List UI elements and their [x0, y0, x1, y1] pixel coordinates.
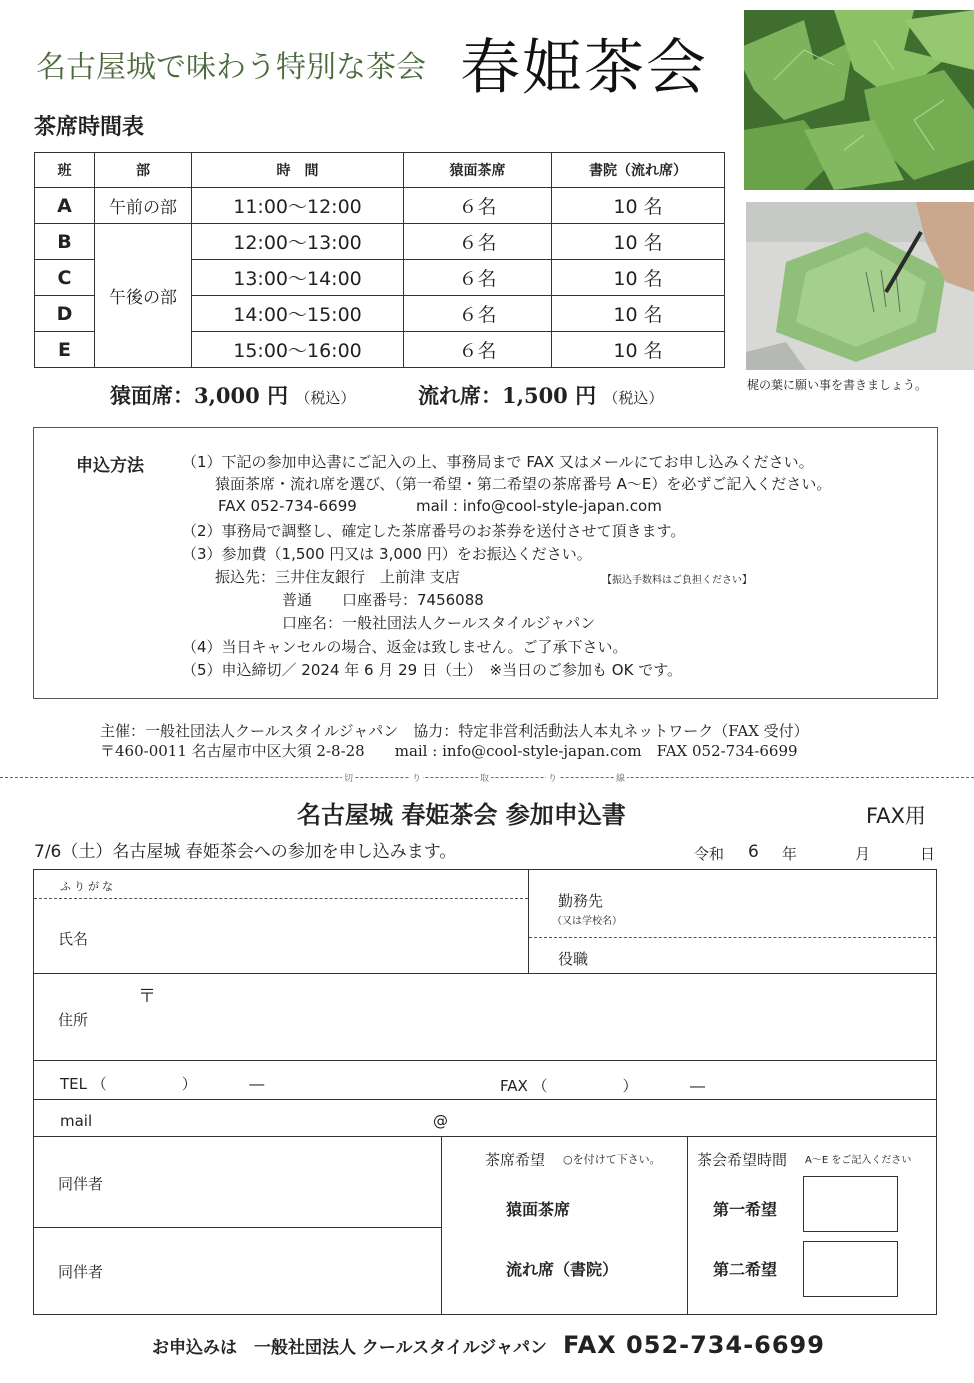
second-choice-box[interactable] — [803, 1241, 898, 1297]
form-divider — [34, 1136, 937, 1137]
saru-cell: ６名 — [404, 188, 552, 224]
leaves-photo-graphic — [744, 10, 974, 190]
furigana-label: ふりがな — [60, 880, 116, 893]
team-cell: B — [35, 224, 95, 260]
date-era: 令和 — [694, 845, 725, 863]
price-nagare-tax: （税込） — [603, 389, 664, 407]
apply-line-6: （5）申込締切／ 2024 年 6 月 29 日（土） ※当日のご参加も OK です。 — [182, 661, 683, 679]
time-pref-note: A〜E をご記入ください — [805, 1155, 912, 1166]
timetable — [34, 152, 725, 368]
apply-account-name: 口座名：一般社団法人クールスタイルジャパン — [282, 614, 596, 632]
shoin-cell: 10 名 — [552, 188, 725, 224]
timetable-heading: 茶席時間表 — [34, 115, 145, 140]
apply-fee-note — [602, 569, 752, 587]
date-month[interactable]: 月 — [855, 845, 871, 863]
companion-1-label: 同伴者 — [58, 1175, 104, 1193]
leaves-photo — [744, 10, 974, 190]
organizer-line-1: 主催：一般社団法人クールスタイルジャパン 協力：特定非営利活動法人本丸ネットワーク（FAX 受付） — [100, 722, 809, 740]
cut-line-char: 切 — [342, 771, 355, 784]
workplace-divider — [529, 937, 936, 938]
form-title: 名古屋城 春姫茶会 参加申込書 — [297, 801, 626, 829]
date-year: 年 — [782, 845, 798, 863]
date-day[interactable]: 日 — [920, 845, 936, 863]
team-cell: A — [35, 188, 95, 224]
event-title: 春姫茶会 — [460, 33, 708, 103]
first-choice-label: 第一希望 — [713, 1200, 778, 1219]
name-label: 氏名 — [58, 930, 89, 948]
organizer-line-2: 〒460-0011 名古屋市中区大須 2-8-28 mail : info@cool-style-japan.com FAX 052-734-6699 — [100, 742, 798, 760]
price-line — [110, 380, 663, 410]
apply-line-2: 猿面茶席・流れ席を選び、（第一希望・第二希望の茶席番号 A〜E）を必ずご記入ください。 — [215, 475, 832, 493]
form-divider — [528, 870, 529, 973]
address-label: 住所 — [58, 1011, 89, 1029]
apply-fax: FAX 052‐734‐6699 — [218, 497, 357, 515]
apply-account-number: 普通 口座番号：7456088 — [282, 591, 484, 609]
footer-text: お申込みは 一般社団法人 クールスタイルジャパン — [152, 1338, 547, 1358]
timetable-header-row — [35, 153, 725, 188]
companion-2-label: 同伴者 — [58, 1263, 104, 1281]
table-row — [35, 224, 725, 260]
cut-line-char: 線 — [614, 771, 627, 784]
seat-option-nagare[interactable]: 流れ席（書院） — [506, 1260, 619, 1279]
time-cell: 15:00〜16:00 — [192, 332, 404, 368]
time-cell: 13:00〜14:00 — [192, 260, 404, 296]
footer-fax: FAX 052-734-6699 — [562, 1331, 825, 1359]
shoin-cell: 10 名 — [552, 260, 725, 296]
workplace-label: 勤務先 — [558, 892, 604, 910]
date-year-value[interactable]: 6 — [748, 842, 759, 862]
companion-divider — [34, 1227, 441, 1228]
cut-line-char: り — [410, 771, 423, 784]
col-shoin: 書院（流れ席） — [552, 153, 725, 188]
apply-line-5: （4）当日キャンセルの場合、返金は致しません。ご了承下さい。 — [182, 638, 628, 656]
seat-option-saru[interactable]: 猿面茶席 — [506, 1200, 571, 1219]
col-saru: 猿面茶席 — [404, 153, 552, 188]
seat-pref-label: 茶席希望 — [485, 1151, 546, 1169]
apply-line-1: （1）下記の参加申込書にご記入の上、事務局まで FAX 又はメールにてお申し込みください。 — [182, 453, 814, 471]
postal-mark: 〒 — [138, 986, 156, 1007]
fax-use-label: FAX用 — [866, 804, 926, 828]
price-saru-tax: （税込） — [295, 389, 356, 407]
second-choice-label: 第二希望 — [713, 1260, 778, 1279]
event-subtitle: 名古屋城で味わう特別な茶会 — [36, 50, 426, 85]
apply-mail[interactable]: mail : info@cool-style-japan.com — [416, 497, 662, 515]
form-divider — [34, 1060, 937, 1061]
col-team: 班 — [35, 153, 95, 188]
price-saru: 猿面席：3,000 円 — [110, 383, 289, 408]
fax-field[interactable]: FAX （ ） ― — [500, 1077, 706, 1095]
shoin-cell: 10 名 — [552, 332, 725, 368]
form-divider — [441, 1137, 442, 1314]
shoin-cell: 10 名 — [552, 224, 725, 260]
saru-cell: ６名 — [404, 260, 552, 296]
saru-cell: ６名 — [404, 332, 552, 368]
seat-pref-note: ○を付けて下さい。 — [563, 1153, 661, 1166]
part-cell: 午前の部 — [95, 188, 192, 224]
apply-line-4: （3）参加費（1,500 円又は 3,000 円）をお振込ください。 — [182, 545, 592, 563]
col-part: 部 — [95, 153, 192, 188]
cut-line-char: 取 — [478, 771, 491, 784]
apply-bank: 振込先：三井住友銀行 上前津 支店 — [215, 568, 460, 586]
footer — [152, 1331, 825, 1359]
position-label: 役職 — [558, 950, 589, 968]
time-pref-label: 茶会希望時間 — [697, 1151, 788, 1169]
table-row — [35, 188, 725, 224]
furigana-divider — [34, 898, 528, 899]
team-cell: E — [35, 332, 95, 368]
price-nagare: 流れ席：1,500 円 — [418, 383, 597, 408]
form-divider — [687, 1137, 688, 1314]
at-mark: @ — [433, 1112, 448, 1130]
saru-cell: ６名 — [404, 224, 552, 260]
apply-line-3: （2）事務局で調整し、確定した茶席番号のお茶券を送付させて頂きます。 — [182, 522, 686, 540]
first-choice-box[interactable] — [803, 1176, 898, 1232]
workplace-note: （又は学校名） — [552, 916, 622, 927]
team-cell: C — [35, 260, 95, 296]
writing-photo — [746, 202, 974, 370]
form-divider — [34, 1099, 937, 1100]
saru-cell: ６名 — [404, 296, 552, 332]
mail-field[interactable]: mail — [60, 1112, 93, 1130]
form-intro: 7/6（土）名古屋城 春姫茶会への参加を申し込みます。 — [34, 842, 457, 862]
time-cell: 12:00〜13:00 — [192, 224, 404, 260]
photo-caption: 梶の葉に願い事を書きましょう。 — [747, 378, 928, 392]
col-time: 時 間 — [192, 153, 404, 188]
apply-method-label: 申込方法 — [76, 456, 144, 476]
apply-fee-note-text: 【振込手数料はご負担ください】 — [602, 575, 752, 586]
shoin-cell: 10 名 — [552, 296, 725, 332]
form-divider — [34, 973, 937, 974]
team-cell: D — [35, 296, 95, 332]
cut-line-char: り — [546, 771, 559, 784]
writing-photo-graphic — [746, 202, 974, 370]
time-cell: 11:00〜12:00 — [192, 188, 404, 224]
tel-field[interactable]: TEL （ ） ― — [60, 1075, 265, 1093]
part-cell: 午後の部 — [95, 224, 192, 368]
time-cell: 14:00〜15:00 — [192, 296, 404, 332]
